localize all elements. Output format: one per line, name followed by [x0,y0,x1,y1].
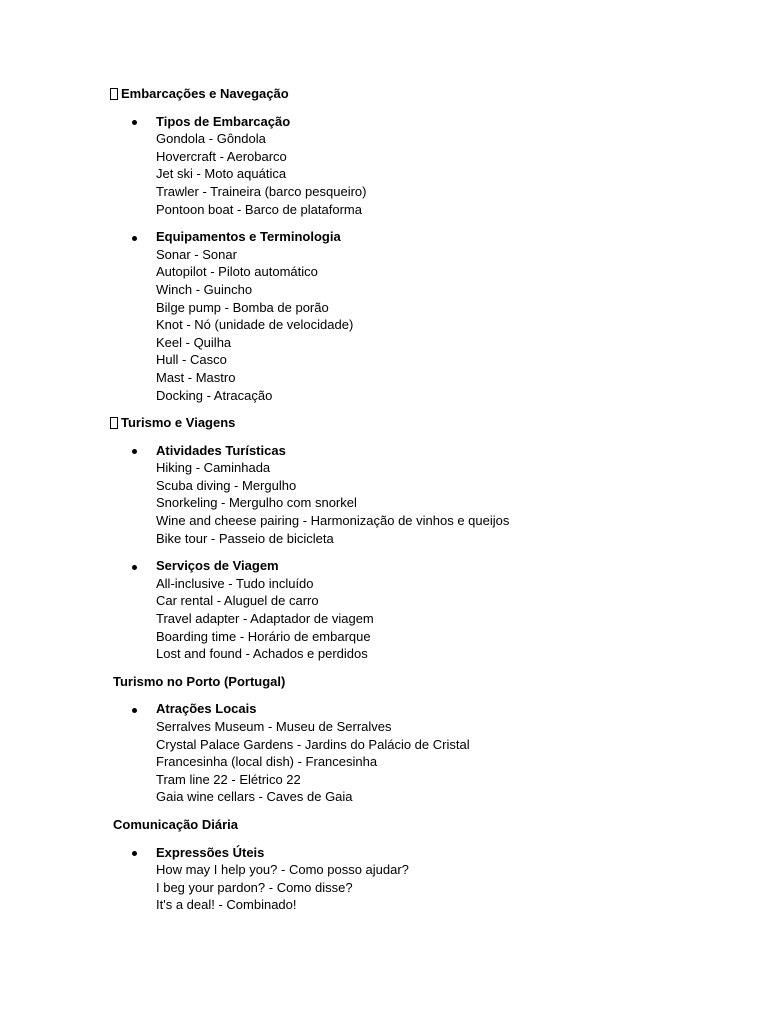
vocab-item: Lost and found - Achados e perdidos [156,646,368,662]
vocab-item: It's a deal! - Combinado! [156,897,297,913]
document-page [0,85,768,914]
vocab-item: Tram line 22 - Elétrico 22 [156,771,301,787]
group-heading: Equipamentos e Terminologia [156,229,341,245]
vocab-item: All-inclusive - Tudo incluído [156,575,314,591]
group-heading: Atrações Locais [156,701,257,717]
bullet-group [0,844,768,914]
vocab-item: Autopilot - Piloto automático [156,264,318,280]
group-heading: Tipos de Embarcação [156,113,291,129]
group-heading: Atividades Turísticas [156,442,286,458]
section-title: Embarcações e Navegação [121,86,289,101]
vocab-item: How may I help you? - Como posso ajudar? [156,862,409,878]
section-comunicacao-diaria [0,816,768,914]
vocab-item: Gondola - Gôndola [156,131,266,147]
vocab-item: Mast - Mastro [156,369,236,385]
bullet-icon [132,236,137,241]
vocab-item: Crystal Palace Gardens - Jardins do Palácio de Cristal [156,736,470,752]
bullet-icon [132,449,137,454]
vocab-item: Hovercraft - Aerobarco [156,148,287,164]
vocab-item: I beg your pardon? - Como disse? [156,879,353,895]
bullet-group [0,228,768,404]
bullet-group [0,557,768,663]
vocab-item: Trawler - Traineira (barco pesqueiro) [156,183,367,199]
vocab-item: Bike tour - Passeio de bicicleta [156,530,334,546]
section-turismo-viagens [0,414,768,663]
vocab-item: Gaia wine cellars - Caves de Gaia [156,789,353,805]
vocab-item: Car rental - Aluguel de carro [156,593,319,609]
emoji-placeholder-icon [110,417,118,429]
section-title: Turismo no Porto (Portugal) [113,673,286,689]
section-heading [0,673,768,691]
vocab-item: Knot - Nó (unidade de velocidade) [156,317,354,333]
group-heading: Expressões Úteis [156,844,265,860]
emoji-placeholder-icon [110,88,118,100]
group-heading: Serviços de Viagem [156,558,279,574]
vocab-item: Keel - Quilha [156,334,232,350]
section-title: Comunicação Diária [113,816,238,832]
vocab-item: Pontoon boat - Barco de plataforma [156,201,362,217]
vocab-item: Serralves Museum - Museu de Serralves [156,719,392,734]
section-turismo-porto [0,673,768,806]
bullet-group [0,442,768,548]
section-title: Turismo e Viagens [121,415,236,431]
vocab-item: Hiking - Caminhada [156,460,271,476]
vocab-item: Travel adapter - Adaptador de viagem [156,611,374,627]
vocab-item: Hull - Casco [156,352,227,368]
vocab-item: Sonar - Sonar [156,246,237,262]
section-heading [0,816,768,834]
bullet-group [0,113,768,219]
vocab-item: Winch - Guincho [156,281,253,297]
bullet-icon [132,708,137,713]
vocab-item: Scuba diving - Mergulho [156,477,297,493]
bullet-group [0,700,768,806]
bullet-icon [132,851,137,856]
section-heading [0,414,768,432]
vocab-item: Jet ski - Moto aquática [156,166,287,182]
vocab-item: Snorkeling - Mergulho com snorkel [156,495,357,511]
bullet-icon [132,565,137,570]
bullet-icon [132,120,137,125]
vocab-item: Wine and cheese pairing - Harmonização de vinhos e queijos [156,513,510,529]
vocab-item: Bilge pump - Bomba de porão [156,299,329,315]
vocab-item: Docking - Atracação [156,387,273,403]
section-heading [0,85,768,103]
vocab-item: Francesinha (local dish) - Francesinha [156,754,378,770]
section-embarcacoes-navegacao [0,85,768,404]
vocab-item: Boarding time - Horário de embarque [156,628,371,644]
